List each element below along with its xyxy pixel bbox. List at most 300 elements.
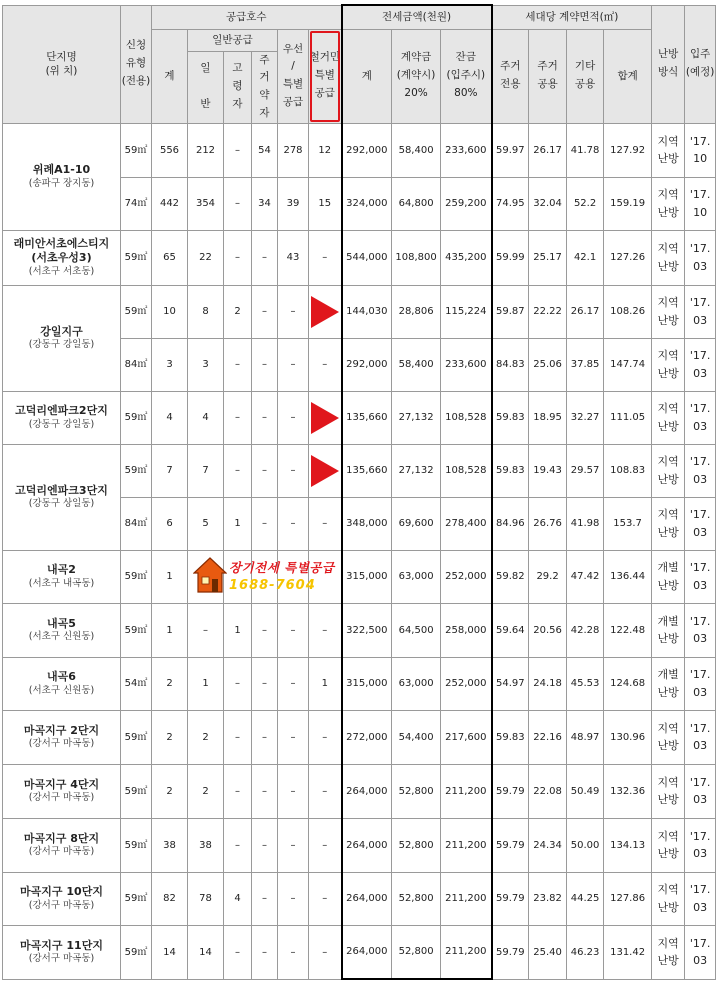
complex-location: (서초구 신원동) [28,631,95,643]
supply-general: 4 [188,391,224,444]
deposit-contract: 28,806 [392,285,441,338]
red-arrow-icon [309,401,340,435]
area-total: 127.26 [604,230,652,285]
complex-location: (서초구 신원동) [28,684,95,696]
movein-cell: '17. 10 [685,123,716,177]
supply-priority: – [278,818,309,872]
area-exclusive: 59.99 [492,230,529,285]
deposit-contract: 52,800 [392,872,441,925]
heating-cell: 지역 난방 [652,391,685,444]
table-row [3,123,716,177]
complex-location: (강동구 강일동) [28,418,95,430]
heating-cell: 지역 난방 [652,818,685,872]
deposit-contract: 52,800 [392,818,441,872]
complex-name-cell [3,444,121,550]
area-common: 22.16 [529,710,567,764]
apply-type: 59㎡ [121,603,152,657]
complex-name-cell [3,603,121,657]
heating-cell: 지역 난방 [652,444,685,497]
complex-name-alt: (서초우성3) [31,251,92,265]
supply-general: 5 [188,497,224,550]
area-exclusive: 84.96 [492,497,529,550]
deposit-contract: 52,800 [392,764,441,818]
area-total: 108.83 [604,444,652,497]
area-common: 22.08 [529,764,567,818]
demolition-cell [309,391,342,444]
header-apply-type: 신청 유형 (전용) [121,5,152,123]
complex-name-cell [3,925,121,979]
area-common: 18.95 [529,391,567,444]
area-exclusive: 59.82 [492,550,529,603]
heating-cell: 지역 난방 [652,285,685,338]
highlight-frame [310,31,340,122]
complex-name-cell [3,710,121,764]
deposit-total: 272,000 [342,710,392,764]
header-area-total: 합계 [604,29,652,123]
complex-location: (강서구 마곡동) [28,846,95,858]
area-common: 26.76 [529,497,567,550]
deposit-total: 292,000 [342,338,392,391]
supply-priority: 278 [278,123,309,177]
supply-housing-poor: – [252,818,278,872]
apply-type: 84㎡ [121,497,152,550]
area-exclusive: 59.64 [492,603,529,657]
supply-housing-poor: – [252,710,278,764]
supply-elderly: – [224,391,252,444]
deposit-balance: 258,000 [441,603,492,657]
apply-type: 59㎡ [121,230,152,285]
area-common: 24.34 [529,818,567,872]
supply-demolition: – [309,872,342,925]
supply-housing-poor: – [252,338,278,391]
area-common: 26.17 [529,123,567,177]
area-total: 134.13 [604,818,652,872]
complex-name-cell [3,285,121,391]
header-heating: 난방 방식 [652,5,685,123]
complex-name-cell [3,123,121,230]
movein-cell: '17. 03 [685,925,716,979]
supply-priority: – [278,497,309,550]
movein-cell: '17. 03 [685,603,716,657]
area-common: 29.2 [529,550,567,603]
deposit-contract: 58,400 [392,123,441,177]
supply-priority: – [278,391,309,444]
deposit-balance: 108,528 [441,444,492,497]
red-arrow-icon [309,454,340,488]
supply-total: 1 [152,603,188,657]
header-supply-total: 계 [152,29,188,123]
deposit-balance: 115,224 [441,285,492,338]
table-row [3,285,716,338]
area-common: 25.40 [529,925,567,979]
area-other: 41.98 [567,497,604,550]
header-deposit: 전세금액(천원) [342,5,492,29]
area-exclusive: 74.95 [492,177,529,230]
supply-elderly: 1 [224,497,252,550]
area-other: 26.17 [567,285,604,338]
heating-cell: 개별 난방 [652,550,685,603]
table-row [3,764,716,818]
deposit-balance: 252,000 [441,657,492,710]
complex-name: 마곡지구 4단지 [23,777,100,791]
movein-cell: '17. 03 [685,230,716,285]
supply-priority: – [278,764,309,818]
table-row [3,230,716,285]
movein-cell: '17. 03 [685,764,716,818]
supply-general: 14 [188,925,224,979]
area-common: 22.22 [529,285,567,338]
complex-name: 마곡지구 11단지 [20,938,103,952]
deposit-contract: 54,400 [392,710,441,764]
deposit-contract: 69,600 [392,497,441,550]
supply-elderly: – [224,177,252,230]
deposit-balance: 217,600 [441,710,492,764]
header-general-col: 일 반 [188,51,224,123]
area-exclusive: 59.97 [492,123,529,177]
supply-general: 78 [188,872,224,925]
supply-total: 2 [152,710,188,764]
area-exclusive: 59.79 [492,925,529,979]
deposit-total: 135,660 [342,391,392,444]
supply-total: 4 [152,391,188,444]
header-complex: 단지명 (위 치) [3,5,121,123]
supply-priority: – [278,710,309,764]
complex-location: (강서구 마곡동) [28,792,95,804]
table-body [3,123,716,979]
demolition-cell [309,444,342,497]
heating-cell: 지역 난방 [652,230,685,285]
area-total: 153.7 [604,497,652,550]
area-other: 45.53 [567,657,604,710]
house-icon [193,556,227,594]
deposit-total: 135,660 [342,444,392,497]
supply-priority: – [278,444,309,497]
heating-cell: 지역 난방 [652,872,685,925]
complex-location: (강서구 마곡동) [28,738,95,750]
deposit-total: 324,000 [342,177,392,230]
complex-name: 내곡6 [47,670,76,684]
deposit-contract: 63,000 [392,657,441,710]
supply-elderly: – [224,444,252,497]
supply-housing-poor: – [252,603,278,657]
heating-cell: 지역 난방 [652,497,685,550]
supply-demolition: 15 [309,177,342,230]
complex-name: 래미안서초에스티지 [13,236,110,250]
supply-elderly: – [224,657,252,710]
red-arrow-icon [309,295,340,329]
supply-general: – [188,603,224,657]
complex-location: (서초구 서초동) [28,266,95,278]
deposit-balance: 233,600 [441,338,492,391]
area-other: 47.42 [567,550,604,603]
complex-name-cell [3,550,121,603]
supply-elderly: – [224,338,252,391]
supply-elderly: – [224,710,252,764]
supply-general: 8 [188,285,224,338]
supply-demolition: – [309,764,342,818]
complex-name: 고덕리엔파크3단지 [15,483,108,497]
area-other: 44.25 [567,872,604,925]
table-row [3,872,716,925]
area-other: 42.1 [567,230,604,285]
header-balance-pay: 잔금 (입주시) 80% [441,29,492,123]
area-exclusive: 59.79 [492,818,529,872]
complex-name: 마곡지구 8단지 [23,831,100,845]
supply-housing-poor: – [252,230,278,285]
apply-type: 59㎡ [121,764,152,818]
housing-supply-table [2,4,716,980]
supply-housing-poor: – [252,444,278,497]
area-total: 131.42 [604,925,652,979]
movein-cell: '17. 03 [685,444,716,497]
promo-phone: 1688-7604 [229,578,316,593]
supply-demolition: – [309,818,342,872]
supply-elderly: 4 [224,872,252,925]
area-other: 50.00 [567,818,604,872]
deposit-total: 315,000 [342,550,392,603]
supply-total: 3 [152,338,188,391]
apply-type: 59㎡ [121,818,152,872]
apply-type: 59㎡ [121,444,152,497]
supply-demolition: – [309,603,342,657]
header-area-exclusive: 주거 전용 [492,29,529,123]
deposit-contract: 63,000 [392,550,441,603]
heating-cell: 개별 난방 [652,657,685,710]
demolition-cell [309,285,342,338]
movein-cell: '17. 03 [685,391,716,444]
deposit-total: 348,000 [342,497,392,550]
supply-elderly: 1 [224,603,252,657]
supply-elderly: – [224,925,252,979]
header-area-common: 주거 공용 [529,29,567,123]
complex-location: (강서구 마곡동) [28,899,95,911]
supply-general: 212 [188,123,224,177]
deposit-balance: 211,200 [441,818,492,872]
complex-name-cell [3,657,121,710]
supply-general: 7 [188,444,224,497]
area-total: 136.44 [604,550,652,603]
area-other: 52.2 [567,177,604,230]
area-exclusive: 59.83 [492,710,529,764]
supply-priority: 43 [278,230,309,285]
movein-cell: '17. 03 [685,285,716,338]
supply-housing-poor: – [252,285,278,338]
supply-total: 6 [152,497,188,550]
supply-housing-poor: – [252,497,278,550]
deposit-balance: 278,400 [441,497,492,550]
supply-housing-poor: – [252,764,278,818]
header-general: 일반공급 [188,29,278,51]
area-total: 127.86 [604,872,652,925]
supply-general: 22 [188,230,224,285]
complex-location: (송파구 장지동) [28,177,95,189]
supply-elderly: – [224,818,252,872]
area-other: 48.97 [567,710,604,764]
deposit-contract: 52,800 [392,925,441,979]
supply-demolition: – [309,925,342,979]
area-common: 32.04 [529,177,567,230]
supply-elderly: – [224,230,252,285]
complex-name: 마곡지구 2단지 [23,723,100,737]
deposit-balance: 252,000 [441,550,492,603]
movein-cell: '17. 03 [685,710,716,764]
apply-type: 84㎡ [121,338,152,391]
area-exclusive: 59.79 [492,764,529,818]
heating-cell: 개별 난방 [652,603,685,657]
supply-housing-poor: – [252,925,278,979]
area-common: 25.06 [529,338,567,391]
supply-elderly: – [224,764,252,818]
complex-name-cell [3,391,121,444]
complex-location: (강서구 마곡동) [28,953,95,965]
heating-cell: 지역 난방 [652,338,685,391]
supply-priority: – [278,285,309,338]
area-other: 29.57 [567,444,604,497]
header-elderly: 고 령 자 [224,51,252,123]
area-other: 32.27 [567,391,604,444]
supply-demolition: – [309,710,342,764]
supply-priority: – [278,872,309,925]
supply-priority: 39 [278,177,309,230]
movein-cell: '17. 03 [685,550,716,603]
supply-housing-poor: – [252,391,278,444]
supply-priority: – [278,925,309,979]
heating-cell: 지역 난방 [652,925,685,979]
header-contract-pay: 계약금 (계약시) 20% [392,29,441,123]
deposit-total: 322,500 [342,603,392,657]
deposit-total: 144,030 [342,285,392,338]
deposit-balance: 211,200 [441,925,492,979]
movein-cell: '17. 03 [685,818,716,872]
area-exclusive: 59.87 [492,285,529,338]
deposit-balance: 211,200 [441,872,492,925]
complex-name: 위례A1-10 [32,163,91,177]
supply-general: 354 [188,177,224,230]
deposit-balance: 259,200 [441,177,492,230]
complex-name-cell [3,872,121,925]
header-housing-poor: 주 거 약 자 [252,51,278,123]
supply-demolition: – [309,338,342,391]
apply-type: 59㎡ [121,710,152,764]
supply-elderly: – [224,123,252,177]
complex-location: (강동구 상일동) [28,498,95,510]
movein-cell: '17. 10 [685,177,716,230]
supply-housing-poor: – [252,657,278,710]
table-row [3,391,716,444]
area-total: 127.92 [604,123,652,177]
area-other: 41.78 [567,123,604,177]
header-supply: 공급호수 [152,5,342,29]
deposit-total: 264,000 [342,818,392,872]
supply-priority: – [278,603,309,657]
header-area-other: 기타 공용 [567,29,604,123]
complex-name-cell [3,818,121,872]
area-total: 147.74 [604,338,652,391]
supply-total: 556 [152,123,188,177]
supply-total: 7 [152,444,188,497]
area-total: 130.96 [604,710,652,764]
apply-type: 59㎡ [121,123,152,177]
table-row [3,710,716,764]
deposit-balance: 211,200 [441,764,492,818]
complex-name: 내곡2 [47,563,76,577]
area-total: 108.26 [604,285,652,338]
promo-banner [193,556,343,598]
heating-cell: 지역 난방 [652,123,685,177]
supply-housing-poor: – [252,872,278,925]
area-total: 122.48 [604,603,652,657]
deposit-total: 264,000 [342,764,392,818]
heating-cell: 지역 난방 [652,710,685,764]
header-demolition: 철거민 특별 공급 [309,29,342,123]
area-total: 132.36 [604,764,652,818]
heating-cell: 지역 난방 [652,177,685,230]
deposit-contract: 58,400 [392,338,441,391]
table-row [3,603,716,657]
supply-total: 65 [152,230,188,285]
supply-general: 2 [188,710,224,764]
deposit-total: 264,000 [342,925,392,979]
table-header [3,5,716,123]
complex-name-cell [3,230,121,285]
deposit-balance: 435,200 [441,230,492,285]
supply-general: 2 [188,764,224,818]
supply-demolition: – [309,497,342,550]
promo-title: 장기전세 특별공급 [229,560,335,575]
supply-demolition: 12 [309,123,342,177]
table-row [3,550,716,603]
supply-elderly: 2 [224,285,252,338]
complex-name: 내곡5 [47,616,76,630]
supply-total: 38 [152,818,188,872]
apply-type: 54㎡ [121,657,152,710]
apply-type: 59㎡ [121,391,152,444]
area-common: 23.82 [529,872,567,925]
deposit-balance: 233,600 [441,123,492,177]
deposit-contract: 27,132 [392,444,441,497]
table-row [3,657,716,710]
area-total: 111.05 [604,391,652,444]
complex-location: (강동구 강일동) [28,339,95,351]
deposit-total: 264,000 [342,872,392,925]
deposit-contract: 108,800 [392,230,441,285]
area-other: 42.28 [567,603,604,657]
area-total: 159.19 [604,177,652,230]
supply-total: 442 [152,177,188,230]
header-deposit-total: 계 [342,29,392,123]
supply-housing-poor: 54 [252,123,278,177]
movein-cell: '17. 03 [685,657,716,710]
apply-type: 59㎡ [121,872,152,925]
supply-general: 1 [188,657,224,710]
movein-cell: '17. 03 [685,872,716,925]
supply-general: 3 [188,338,224,391]
header-priority: 우선 / 특별 공급 [278,29,309,123]
area-exclusive: 59.83 [492,391,529,444]
complex-name-cell [3,764,121,818]
apply-type: 59㎡ [121,285,152,338]
area-exclusive: 54.97 [492,657,529,710]
deposit-contract: 64,800 [392,177,441,230]
deposit-total: 292,000 [342,123,392,177]
table-row [3,818,716,872]
deposit-balance: 108,528 [441,391,492,444]
area-common: 19.43 [529,444,567,497]
area-exclusive: 59.83 [492,444,529,497]
heating-cell: 지역 난방 [652,764,685,818]
area-total: 124.68 [604,657,652,710]
supply-total: 1 [152,550,188,603]
